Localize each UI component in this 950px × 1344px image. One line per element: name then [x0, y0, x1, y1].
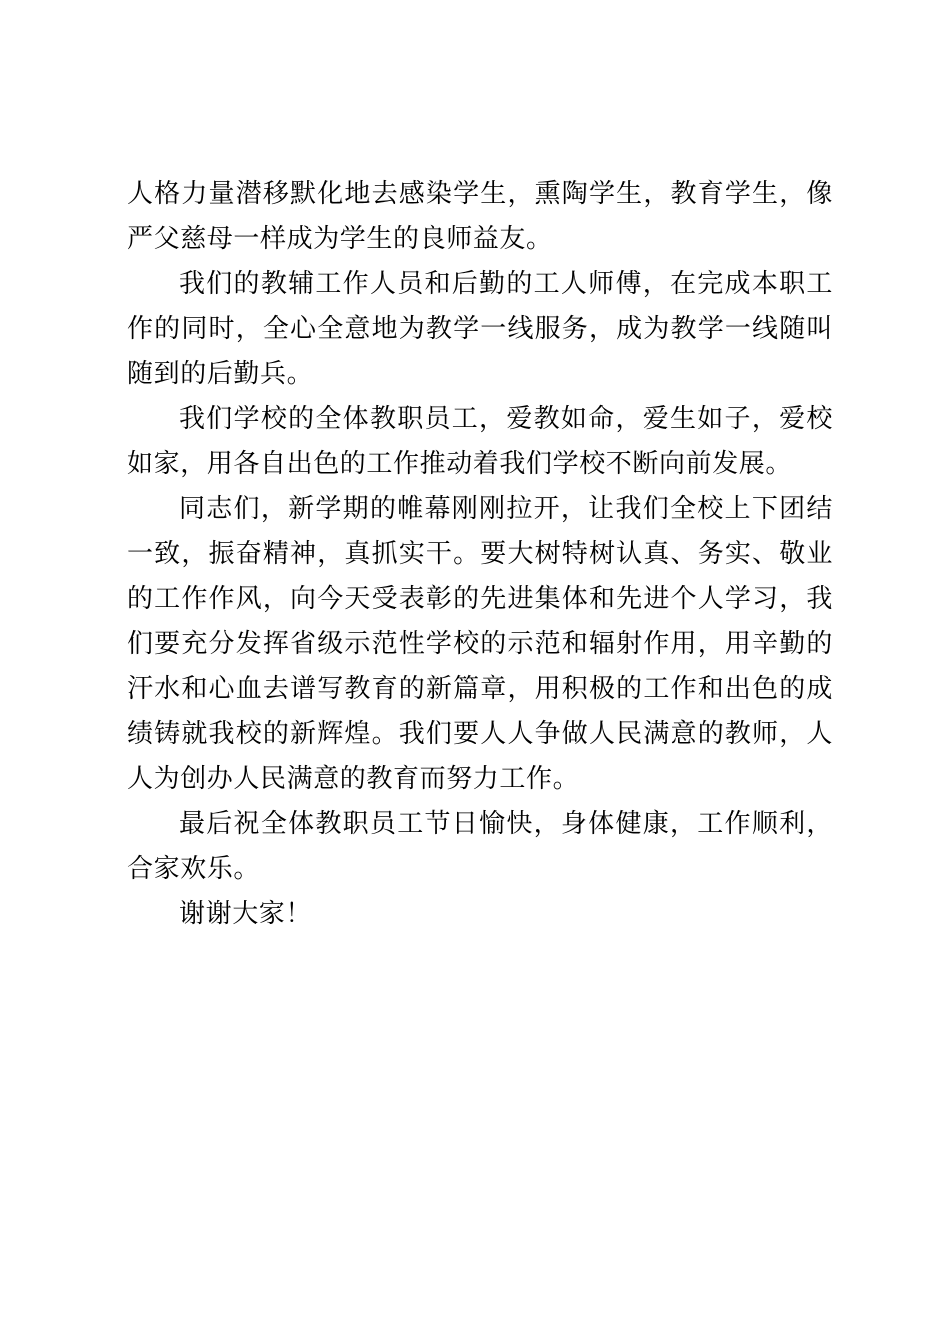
paragraph-continuation: 人格力量潜移默化地去感染学生，熏陶学生，教育学生，像严父慈母一样成为学生的良师益友。 — [127, 179, 833, 254]
document-body — [127, 172, 833, 937]
paragraph-support-staff: 我们的教辅工作人员和后勤的工人师傅，在完成本职工作的同时，全心全意地为教学一线服务，成为教学一线随叫随到的后勤兵。 — [127, 269, 833, 389]
paragraph-thanks: 谢谢大家！ — [179, 899, 313, 929]
paragraph-all-staff: 我们学校的全体教职员工，爱教如命，爱生如子，爱校如家，用各自出色的工作推动着我们学校不断向前发展。 — [127, 404, 833, 479]
paragraph-closing-wishes: 最后祝全体教职员工节日愉快，身体健康，工作顺利，合家欢乐。 — [127, 809, 833, 884]
paragraph-call-to-action: 同志们，新学期的帷幕刚刚拉开，让我们全校上下团结一致，振奋精神，真抓实干。要大树特树认真、务实、敬业的工作作风，向今天受表彰的先进集体和先进个人学习，我们要充分发挥省级示范性学校的示范和辐射作用，用辛勤的汗水和心血去谱写教育的新篇章，用积极的工作和出色的成绩铸就我校的新辉煌。我们要人人争做人民满意的教师，人人为创办人民满意的教育而努力工作。 — [127, 494, 833, 794]
